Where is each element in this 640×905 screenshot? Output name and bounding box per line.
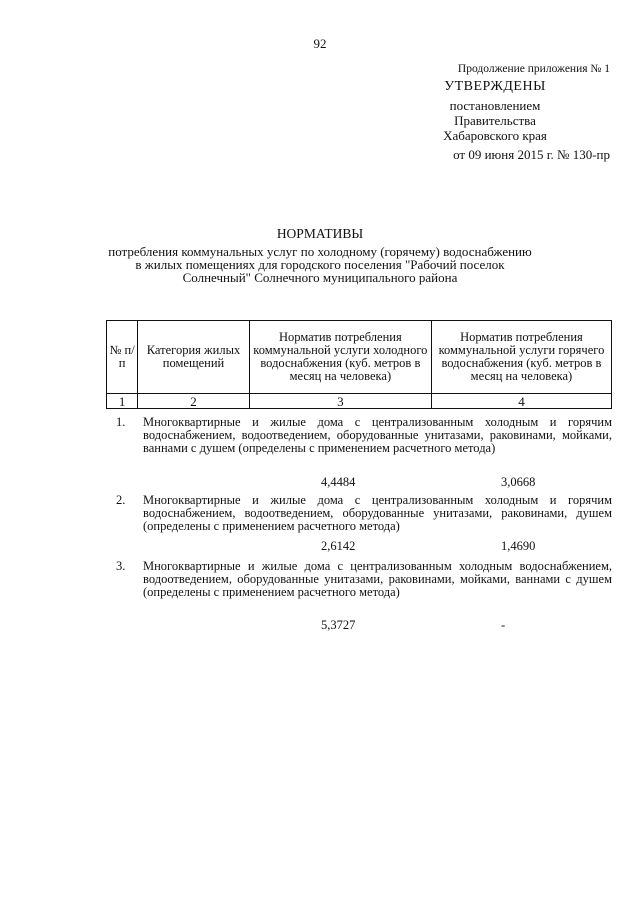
approval-block bbox=[380, 62, 610, 162]
approval-date: от 09 июня 2015 г. № 130-пр bbox=[453, 147, 610, 162]
header-category: Категория жилых помещений bbox=[138, 321, 250, 394]
norm-item-2 bbox=[106, 494, 612, 560]
item-index: 3. bbox=[116, 559, 126, 573]
item-description: Многоквартирные и жилые дома с централизованным холодным водоснабжением, водоотведением, оборудованные унитазами, раковинами, мойками, ваннами с душем (определены с применением расчетного метода) bbox=[143, 559, 612, 599]
item-cold-value: 2,6142 bbox=[321, 539, 356, 553]
column-number: 1 bbox=[107, 394, 138, 409]
item-hot-value: - bbox=[501, 618, 506, 632]
item-index: 2. bbox=[116, 493, 126, 507]
item-description: Многоквартирные и жилые дома с централизованным холодным и горячим водоснабжением, водоотведением, оборудованные унитазами, раковинами, мойками, ваннами с душем (определены с применением расчетного метода) bbox=[143, 415, 612, 455]
item-index: 1. bbox=[116, 415, 126, 429]
column-number: 2 bbox=[138, 394, 250, 409]
column-number-row bbox=[107, 394, 612, 409]
norms-table bbox=[106, 320, 612, 409]
item-cold-value: 4,4484 bbox=[321, 475, 356, 489]
column-number: 3 bbox=[249, 394, 431, 409]
document-subtitle: потребления коммунальных услуг по холодному (горячему) водоснабжению в жилых помещениях для городского поселения "Рабочий поселок Солнечный" Солнечного муниципального района bbox=[108, 244, 532, 285]
document-title: НОРМАТИВЫ bbox=[276, 226, 364, 241]
continuation-note: Продолжение приложения № 1 bbox=[457, 63, 610, 75]
norm-item-3 bbox=[106, 560, 612, 640]
approval-line-2: Правительства bbox=[454, 113, 536, 128]
item-cold-value: 5,3727 bbox=[321, 618, 356, 632]
header-hot-water: Норматив потребления коммунальной услуги горячего водоснабжения (куб. метров в месяц на человека) bbox=[431, 321, 611, 394]
header-cold-water: Норматив потребления коммунальной услуги холодного водоснабжения (куб. метров в месяц на человека) bbox=[249, 321, 431, 394]
approval-line-1: постановлением bbox=[449, 98, 541, 113]
item-description: Многоквартирные и жилые дома с централизованным холодным и горячим водоснабжением, водоотведением, оборудованные унитазами, раковинами, душем (определены с применением расчетного метода) bbox=[143, 493, 612, 533]
column-number: 4 bbox=[431, 394, 611, 409]
norm-item-1 bbox=[106, 416, 612, 494]
item-hot-value: 3,0668 bbox=[501, 475, 536, 489]
table-header-row bbox=[107, 321, 612, 394]
approved-heading: УТВЕРЖДЕНЫ bbox=[444, 79, 546, 94]
page-number: 92 bbox=[313, 36, 327, 51]
item-hot-value: 1,4690 bbox=[501, 539, 536, 553]
approval-line-3: Хабаровского края bbox=[443, 128, 547, 143]
header-number: № п/п bbox=[107, 321, 138, 394]
